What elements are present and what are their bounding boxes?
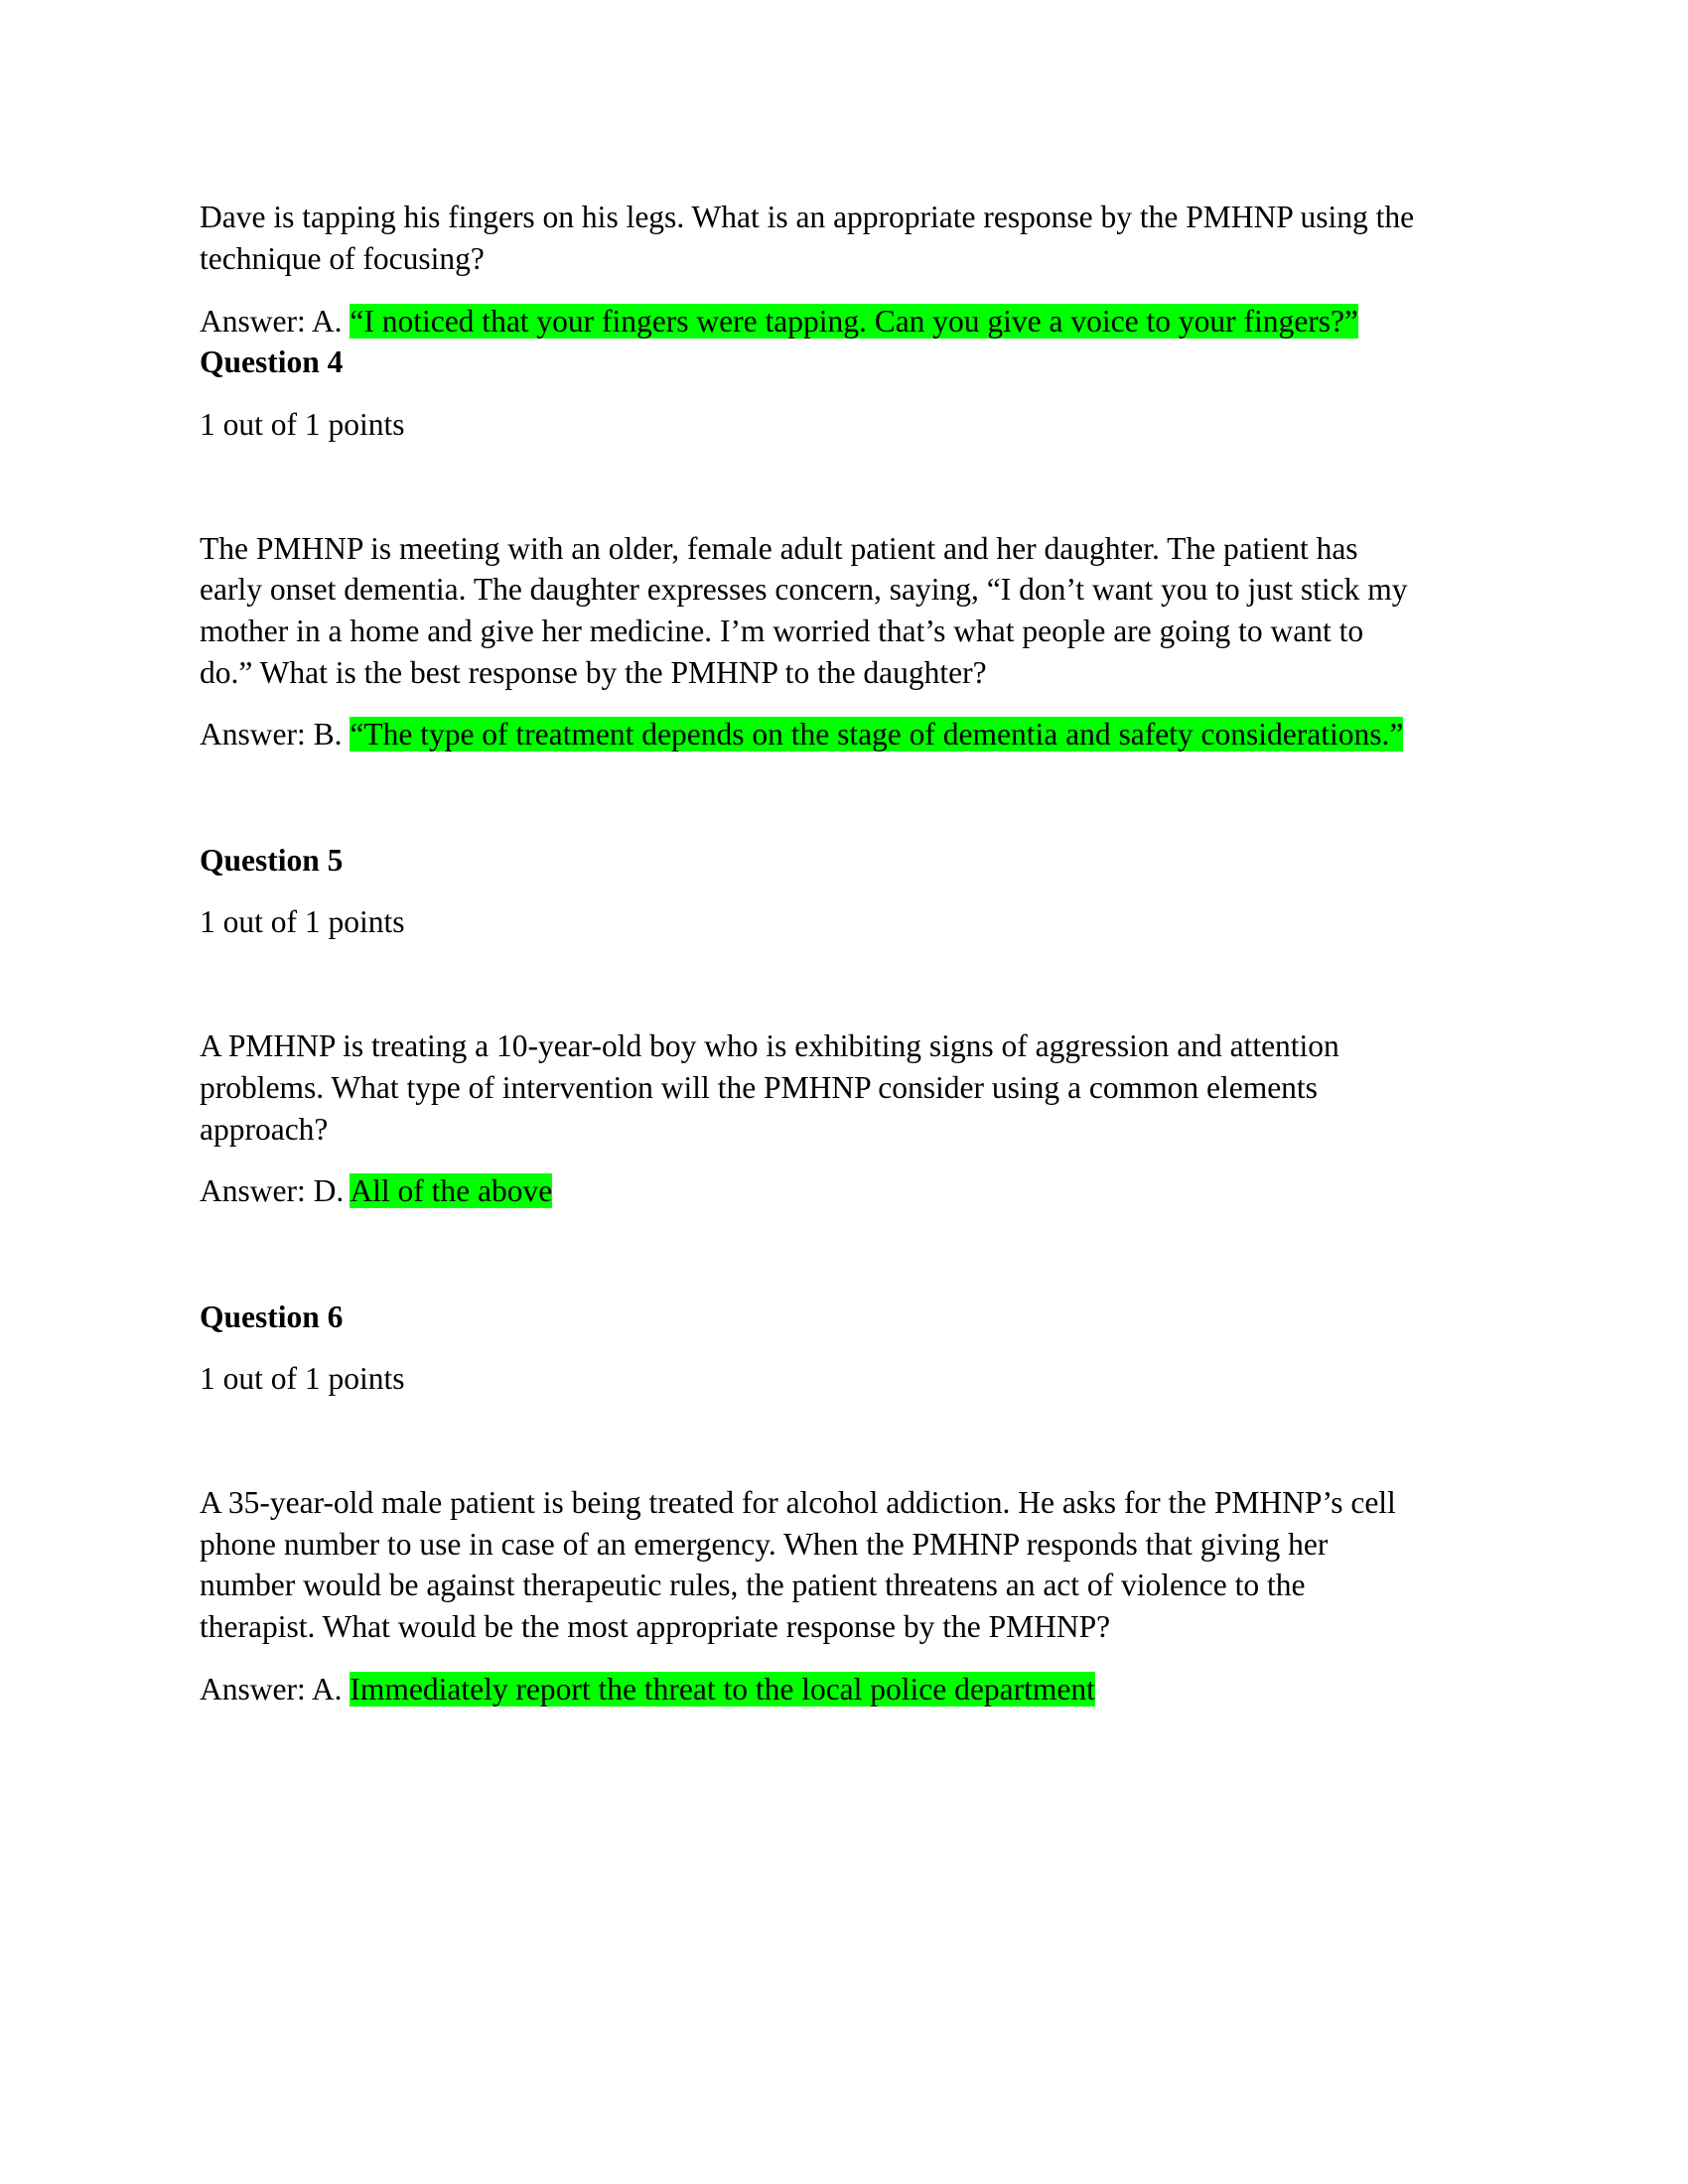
question-4-heading: Question 4: [200, 344, 344, 379]
question-4-text-line: mother in a home and give her medicine. I’m worried that’s what people are going to want to: [200, 614, 1364, 648]
question-6-answer: [200, 1669, 1095, 1710]
question-4-points: 1 out of 1 points: [200, 407, 405, 442]
question-5-points: 1 out of 1 points: [200, 904, 405, 939]
question-4-text-line: early onset dementia. The daughter expresses concern, saying, “I don’t want you to just stick my: [200, 572, 1408, 607]
answer-prefix: Answer: D.: [200, 1173, 345, 1208]
question-5-heading: Question 5: [200, 843, 344, 878]
question-6-text-line: phone number to use in case of an emergency. When the PMHNP responds that giving her: [200, 1527, 1329, 1562]
answer-prefix: Answer: A.: [200, 304, 343, 339]
question-6-text-line: number would be against therapeutic rules, the patient threatens an act of violence to the: [200, 1568, 1306, 1602]
question-5-text-line: approach?: [200, 1112, 329, 1147]
question-6-text-line: A 35-year-old male patient is being treated for alcohol addiction. He asks for the PMHNP’s cell: [200, 1485, 1396, 1520]
question-6-text-line: therapist. What would be the most appropriate response by the PMHNP?: [200, 1609, 1111, 1644]
question-6-heading: Question 6: [200, 1299, 344, 1334]
highlighted-answer: “The type of treatment depends on the stage of dementia and safety considerations.”: [350, 717, 1404, 751]
highlighted-answer: “I noticed that your fingers were tapping. Can you give a voice to your fingers?”: [350, 304, 1358, 339]
question-4-answer: [200, 714, 1403, 755]
highlighted-answer: Immediately report the threat to the local police department: [350, 1672, 1095, 1706]
question-5-answer: [200, 1170, 552, 1212]
question-5-text-line: A PMHNP is treating a 10-year-old boy who is exhibiting signs of aggression and attention: [200, 1028, 1339, 1063]
answer-prefix: Answer: B.: [200, 717, 343, 751]
question-3-text-line: Dave is tapping his fingers on his legs. What is an appropriate response by the PMHNP using the: [200, 200, 1415, 234]
answer-prefix: Answer: A.: [200, 1672, 343, 1706]
highlighted-answer: All of the above: [350, 1173, 553, 1208]
question-3-answer: [200, 301, 1358, 342]
question-5-text-line: problems. What type of intervention will the PMHNP consider using a common elements: [200, 1070, 1318, 1105]
question-4-text-line: The PMHNP is meeting with an older, female adult patient and her daughter. The patient has: [200, 531, 1358, 566]
question-6-points: 1 out of 1 points: [200, 1361, 405, 1396]
question-3-text-line: technique of focusing?: [200, 241, 485, 276]
question-4-text-line: do.” What is the best response by the PMHNP to the daughter?: [200, 655, 987, 690]
